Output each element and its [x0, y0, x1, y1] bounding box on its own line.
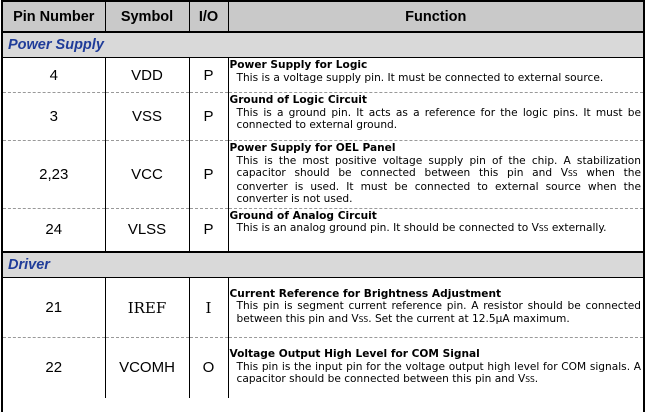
pin-number: 4 — [3, 58, 105, 93]
pin-symbol: IREF — [105, 278, 189, 338]
table-row — [3, 338, 643, 398]
description-text: . Set the current at 12.5µA maximum. — [368, 312, 570, 325]
description-text: This pin is segment current reference pin. A resistor should be connected between this pin and V — [236, 300, 641, 325]
description-text: when the converter is used. It must be connected to external source when the converter is not used. — [236, 167, 641, 205]
pin-number: 3 — [3, 93, 105, 141]
pin-description-table-frame — [1, 0, 645, 412]
function-title: Power Supply for Logic — [229, 59, 368, 71]
table-row — [3, 93, 643, 141]
section-row-power-supply — [3, 32, 643, 58]
pin-symbol: VCOMH — [105, 338, 189, 398]
function-title: Ground of Logic Circuit — [229, 94, 367, 106]
table-row — [3, 58, 643, 93]
header-symbol: Symbol — [105, 2, 189, 32]
pin-symbol: VDD — [105, 58, 189, 93]
header-function: Function — [228, 2, 643, 32]
function-description: This is a ground pin. It acts as a reference for the logic pins. It must be connected to external ground. — [236, 106, 641, 131]
description-text: externally. — [548, 222, 607, 234]
function-title: Voltage Output High Level for COM Signal — [229, 348, 480, 360]
pin-io: I — [189, 278, 228, 338]
pin-description-table — [3, 2, 643, 398]
section-title-power-supply: Power Supply — [3, 32, 643, 58]
function-description — [230, 155, 642, 206]
section-title-driver: Driver — [3, 252, 643, 278]
subscript-ss: SS — [568, 169, 578, 178]
description-text: . — [534, 373, 539, 385]
section-row-driver — [3, 252, 643, 278]
pin-io: P — [189, 208, 228, 252]
description-text: This is an analog ground pin. It should be connected to V — [236, 222, 539, 234]
header-pin-number: Pin Number — [3, 2, 105, 32]
pin-symbol: VSS — [105, 93, 189, 141]
pin-function — [228, 278, 643, 338]
header-io: I/O — [189, 2, 228, 32]
pin-number: 24 — [3, 208, 105, 252]
header-row — [3, 2, 643, 32]
pin-number: 22 — [3, 338, 105, 398]
pin-symbol: VCC — [105, 141, 189, 209]
table-row — [3, 141, 643, 209]
pin-io: P — [189, 141, 228, 209]
function-description — [230, 222, 642, 236]
pin-io: P — [189, 58, 228, 93]
function-title: Power Supply for OEL Panel — [229, 142, 396, 154]
subscript-ss: SS — [525, 375, 535, 384]
pin-number: 2,23 — [3, 141, 105, 209]
description-text: This is the most positive voltage supply pin of the chip. A stabilization capacitor should be connected between this pin and V — [236, 154, 641, 179]
pin-function — [228, 208, 643, 252]
pin-number: 21 — [3, 278, 105, 338]
subscript-ss: SS — [538, 224, 549, 233]
pin-function — [228, 58, 643, 93]
function-description — [230, 300, 642, 326]
function-description — [230, 361, 642, 387]
table-row — [3, 208, 643, 252]
description-text: This pin is the input pin for the voltage output high level for COM signals. A capacitor should be connected between this pin and V — [236, 360, 641, 385]
pin-io: P — [189, 93, 228, 141]
pin-function — [228, 93, 643, 141]
function-title: Current Reference for Brightness Adjustment — [229, 287, 502, 300]
pin-io: O — [189, 338, 228, 398]
function-title: Ground of Analog Circuit — [229, 209, 377, 222]
pin-function — [228, 141, 643, 209]
pin-symbol: VLSS — [105, 208, 189, 252]
table-row — [3, 278, 643, 338]
subscript-ss: SS — [358, 314, 369, 324]
pin-function — [228, 338, 643, 398]
function-description: This is a voltage supply pin. It must be connected to external source. — [236, 71, 604, 84]
